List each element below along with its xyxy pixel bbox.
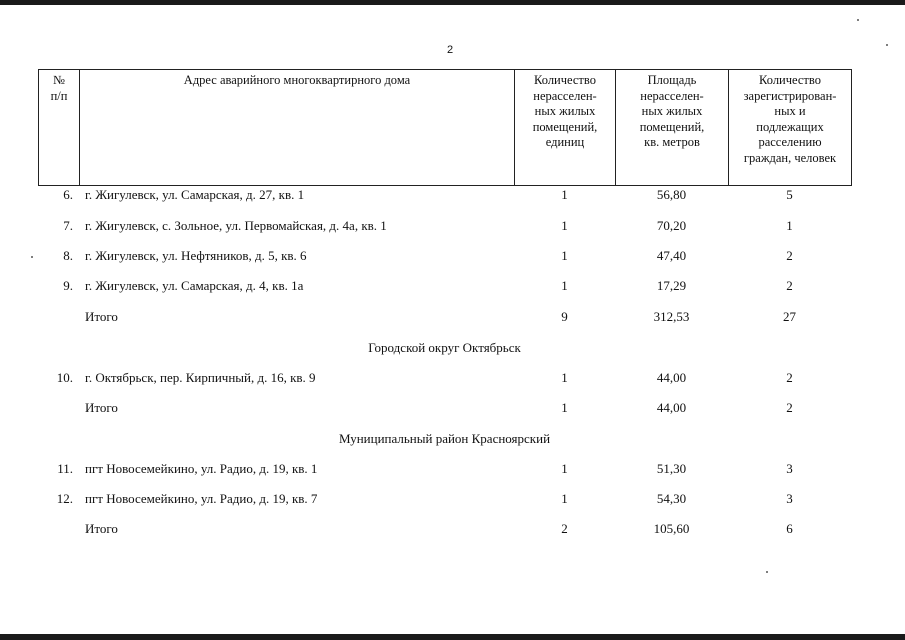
total-row: [38, 397, 851, 419]
row-people: 2: [786, 400, 793, 415]
row-people: 2: [786, 248, 793, 263]
row-units: 1: [561, 400, 568, 415]
row-number: [38, 306, 73, 328]
row-number: 10.: [56, 370, 73, 385]
scan-speck: [31, 256, 33, 258]
header-area: Площадь нерасселен- ных жилых помещений, кв. метров: [616, 70, 729, 186]
header-number: № п/п: [39, 70, 80, 186]
row-people: 6: [786, 521, 793, 536]
row-number: 6.: [63, 187, 73, 202]
row-number: [38, 518, 73, 540]
table-row: [38, 215, 851, 237]
total-row: [38, 306, 851, 328]
row-area: 312,53: [653, 309, 690, 324]
row-area: 17,29: [656, 278, 687, 293]
group-heading: Городской округ Октябрьск: [368, 340, 521, 355]
row-number: [38, 397, 73, 419]
row-units: 2: [561, 521, 568, 536]
row-address: пгт Новосемейкино, ул. Радио, д. 19, кв. 7: [85, 491, 318, 506]
scan-speck: [766, 571, 768, 573]
row-area: 54,30: [656, 491, 687, 506]
row-area: 70,20: [656, 218, 687, 233]
page-number: 2: [446, 44, 454, 56]
row-number: 12.: [56, 491, 73, 506]
row-people: 2: [786, 278, 793, 293]
row-units: 1: [561, 461, 568, 476]
scan-edge-top: [0, 0, 905, 5]
header-address: Адрес аварийного многоквартирного дома: [80, 70, 515, 186]
row-units: 1: [561, 218, 568, 233]
table-header-row: [39, 70, 852, 186]
row-number: 7.: [63, 218, 73, 233]
row-address: Итого: [85, 400, 118, 415]
row-area: 51,30: [656, 461, 687, 476]
row-units: 9: [561, 309, 568, 324]
table-row: [38, 245, 851, 267]
table-row: [38, 458, 851, 480]
row-people: 2: [786, 370, 793, 385]
row-address: г. Жигулевск, ул. Нефтяников, д. 5, кв. 6: [85, 248, 307, 263]
row-area: 44,00: [656, 400, 687, 415]
row-units: 1: [561, 248, 568, 263]
row-address: г. Октябрьск, пер. Кирпичный, д. 16, кв. 9: [85, 370, 316, 385]
row-area: 56,80: [656, 187, 687, 202]
header-units: Количество нерасселен- ных жилых помещений, единиц: [515, 70, 616, 186]
row-address: пгт Новосемейкино, ул. Радио, д. 19, кв. 1: [85, 461, 318, 476]
header-people: Количество зарегистрирован- ных и подлежащих расселению граждан, человек: [729, 70, 852, 186]
row-units: 1: [561, 187, 568, 202]
table-row: [38, 367, 851, 389]
group-heading: Муниципальный район Красноярский: [338, 431, 551, 446]
row-units: 1: [561, 491, 568, 506]
row-units: 1: [561, 370, 568, 385]
table-header: [38, 69, 852, 186]
row-people: 27: [783, 309, 796, 324]
row-people: 3: [786, 491, 793, 506]
row-people: 5: [786, 187, 793, 202]
row-people: 1: [786, 218, 793, 233]
row-address: г. Жигулевск, ул. Самарская, д. 4, кв. 1а: [85, 278, 304, 293]
row-area: 105,60: [653, 521, 690, 536]
scan-edge-bottom: [0, 634, 905, 640]
row-area: 44,00: [656, 370, 687, 385]
table-row: [38, 184, 851, 206]
row-people: 3: [786, 461, 793, 476]
row-address: Итого: [85, 309, 118, 324]
row-number: 9.: [63, 278, 73, 293]
row-address: г. Жигулевск, с. Зольное, ул. Первомайская, д. 4а, кв. 1: [85, 218, 387, 233]
row-address: г. Жигулевск, ул. Самарская, д. 27, кв. 1: [85, 187, 305, 202]
row-units: 1: [561, 278, 568, 293]
total-row: [38, 518, 851, 540]
table-row: [38, 488, 851, 510]
table-row: [38, 275, 851, 297]
row-address: Итого: [85, 521, 118, 536]
row-number: 8.: [63, 248, 73, 263]
scan-speck: [857, 19, 859, 21]
scan-speck: [886, 44, 888, 46]
row-area: 47,40: [656, 248, 687, 263]
row-number: 11.: [57, 461, 73, 476]
